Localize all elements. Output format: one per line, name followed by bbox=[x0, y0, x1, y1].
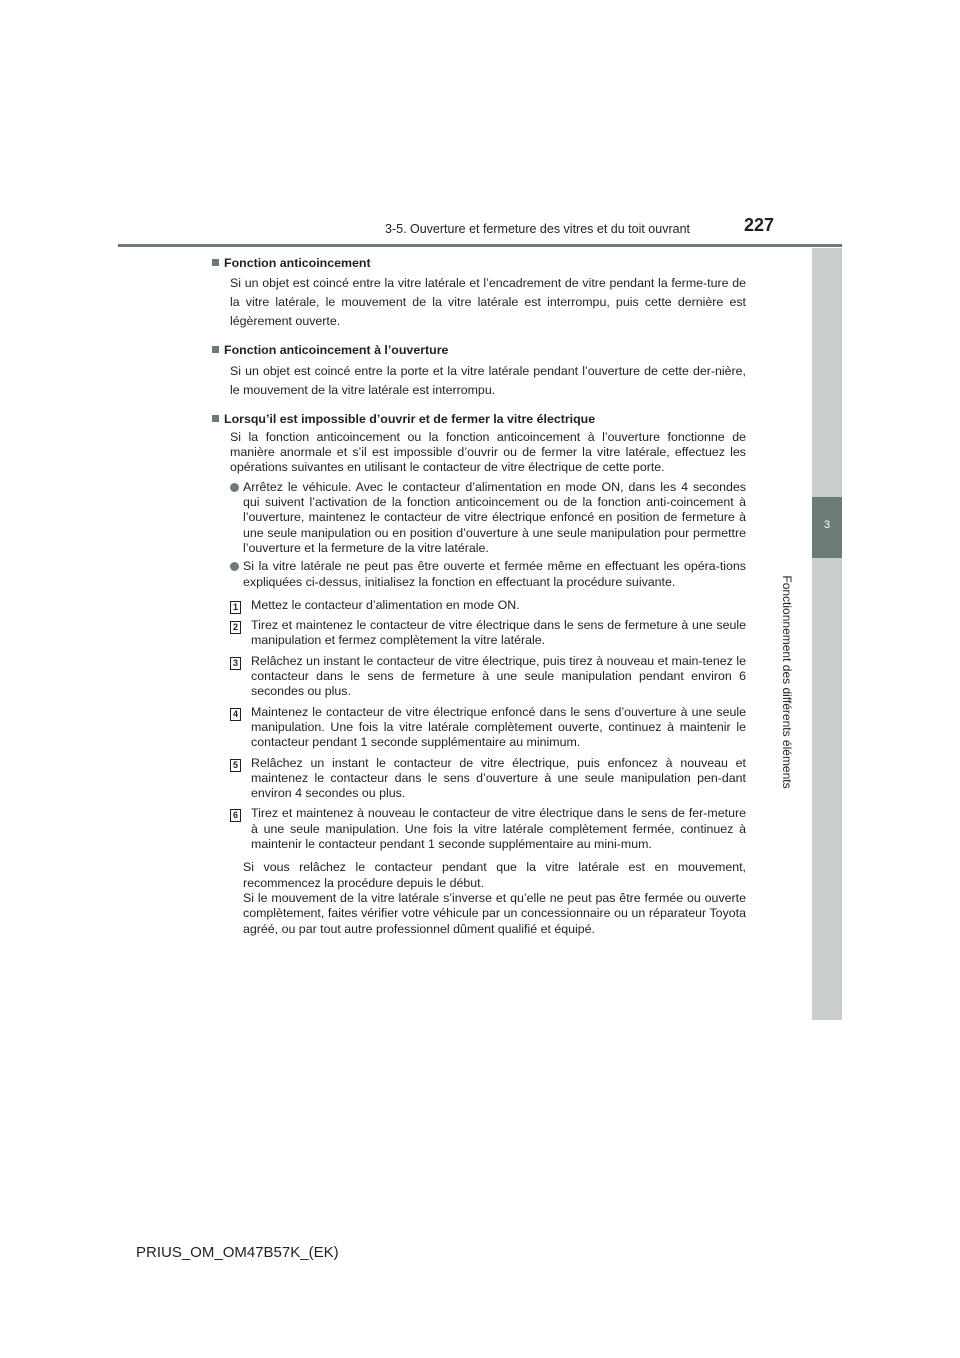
list-item bbox=[230, 480, 746, 556]
step-number: 1 bbox=[230, 601, 241, 614]
procedure-step bbox=[230, 598, 746, 613]
step-number: 2 bbox=[230, 621, 241, 634]
section-title-text: Fonction anticoincement à l’ouverture bbox=[224, 343, 449, 358]
section-text-impossible: Si la fonction anticoincement ou la fonction anticoincement à l’ouverture fonctionne de manière anormale et s’il est impossible d’ouvrir ou de fermer la vitre latérale, effectuez les opérations suivantes en utilisant le contacteur de vitre électrique de cette porte. bbox=[230, 429, 746, 475]
side-bar-top bbox=[812, 248, 842, 497]
list-item bbox=[230, 559, 746, 590]
square-bullet-icon bbox=[212, 259, 219, 266]
procedure-step bbox=[230, 654, 746, 700]
document-code: PRIUS_OM_OM47B57K_(EK) bbox=[136, 1244, 339, 1261]
step-text: Mettez le contacteur d’alimentation en mode ON. bbox=[251, 597, 520, 612]
step-text: Tirez et maintenez à nouveau le contacteur de vitre électrique dans le sens de fer-meture à une seule manipulation. Une fois la vitre latérale complètement fermée, continuez à maintenir le contacteur pendant 1 seconde supplémentaire au mini-mum. bbox=[251, 806, 746, 852]
page-content bbox=[212, 256, 746, 937]
square-bullet-icon bbox=[212, 346, 219, 353]
section-title-anticoincement bbox=[212, 256, 746, 271]
section-title-text: Fonction anticoincement bbox=[224, 256, 371, 270]
closing-note bbox=[243, 860, 746, 936]
square-bullet-icon bbox=[212, 415, 219, 422]
step-text: Relâchez un instant le contacteur de vitre électrique, puis enfoncez à nouveau et maintenez le contacteur dans le sens d’ouverture à une seule manipulation pen-dant environ 4 secondes ou plus. bbox=[251, 755, 746, 801]
page-number: 227 bbox=[744, 215, 775, 235]
section-text-anticoincement-ouverture: Si un objet est coincé entre la porte et la vitre latérale pendant l’ouverture de cette der-nière, le mouvement de la vitre latérale est interrompu. bbox=[230, 363, 746, 397]
round-bullet-icon bbox=[230, 562, 239, 571]
chapter-tab: 3 bbox=[812, 497, 842, 558]
procedure-step bbox=[230, 618, 746, 649]
section-title-text: Lorsqu’il est impossible d’ouvrir et de fermer la vitre électrique bbox=[224, 411, 596, 426]
step-text: Tirez et maintenez le contacteur de vitre électrique dans le sens de fermeture à une seule manipulation et fermez complètement la vitre latérale. bbox=[251, 618, 746, 648]
closing-note-line: Si le mouvement de la vitre latérale s’inverse et qu’elle ne peut pas être fermée ou ouverte complètement, faites vérifier votre véhicule par un concessionnaire ou un réparateur Toyota agréé, ou par tout autre professionnel dûment qualifié et équipé. bbox=[243, 890, 746, 936]
step-number: 5 bbox=[230, 759, 241, 772]
step-number: 6 bbox=[230, 809, 241, 822]
closing-note-line: Si vous relâchez le contacteur pendant que la vitre latérale est en mouvement, recommencez la procédure depuis le début. bbox=[243, 860, 746, 890]
step-number: 3 bbox=[230, 657, 241, 670]
section-header-title: 3-5. Ouverture et fermeture des vitres et du toit ouvrant bbox=[385, 222, 691, 236]
bullet-text: Si la vitre latérale ne peut pas être ouverte et fermée même en effectuant les opéra-tions expliquées ci-dessus, initialisez la fonction en effectuant la procédure suivante. bbox=[243, 559, 746, 589]
section-title-impossible bbox=[212, 412, 746, 427]
section-title-anticoincement-ouverture bbox=[212, 343, 746, 358]
side-bar-bottom bbox=[812, 558, 842, 1020]
step-text: Relâchez un instant le contacteur de vitre électrique, puis tirez à nouveau et main-tenez le contacteur dans le sens de fermeture à une seule manipulation pendant environ 6 secondes ou plus. bbox=[251, 653, 746, 699]
bullet-text: Arrêtez le véhicule. Avec le contacteur d’alimentation en mode ON, dans les 4 secondes qui suivent l’activation de la fonction anticoincement ou de la fonction anti-coincement à l’ouverture, maintenez le contacteur de vitre électrique enfoncé en position de fermeture à une seule manipulation ou en position d’ouverture à une seule manipulation pour permettre l’ouverture et la fermeture de la vitre latérale. bbox=[243, 479, 746, 555]
procedure-step bbox=[230, 705, 746, 751]
chapter-label-text: Fonctionnement des différents éléments bbox=[780, 575, 794, 789]
procedure-step bbox=[230, 756, 746, 802]
procedure-step bbox=[230, 806, 746, 852]
step-text: Maintenez le contacteur de vitre électrique enfoncé dans le sens d’ouverture à une seule manipulation. Une fois la vitre latérale complètement ouverte, continuez à maintenir le contacteur pendant 1 seconde supplémentaire au minimum. bbox=[251, 704, 746, 750]
header-rule bbox=[118, 244, 842, 247]
round-bullet-icon bbox=[230, 483, 239, 492]
step-number: 4 bbox=[230, 708, 241, 721]
section-text-anticoincement: Si un objet est coincé entre la vitre latérale et l’encadrement de vitre pendant la ferme-ture de la vitre latérale, le mouvement de la vitre latérale est interrompu, puis cette dernière est légèrement ouverte. bbox=[230, 276, 746, 329]
